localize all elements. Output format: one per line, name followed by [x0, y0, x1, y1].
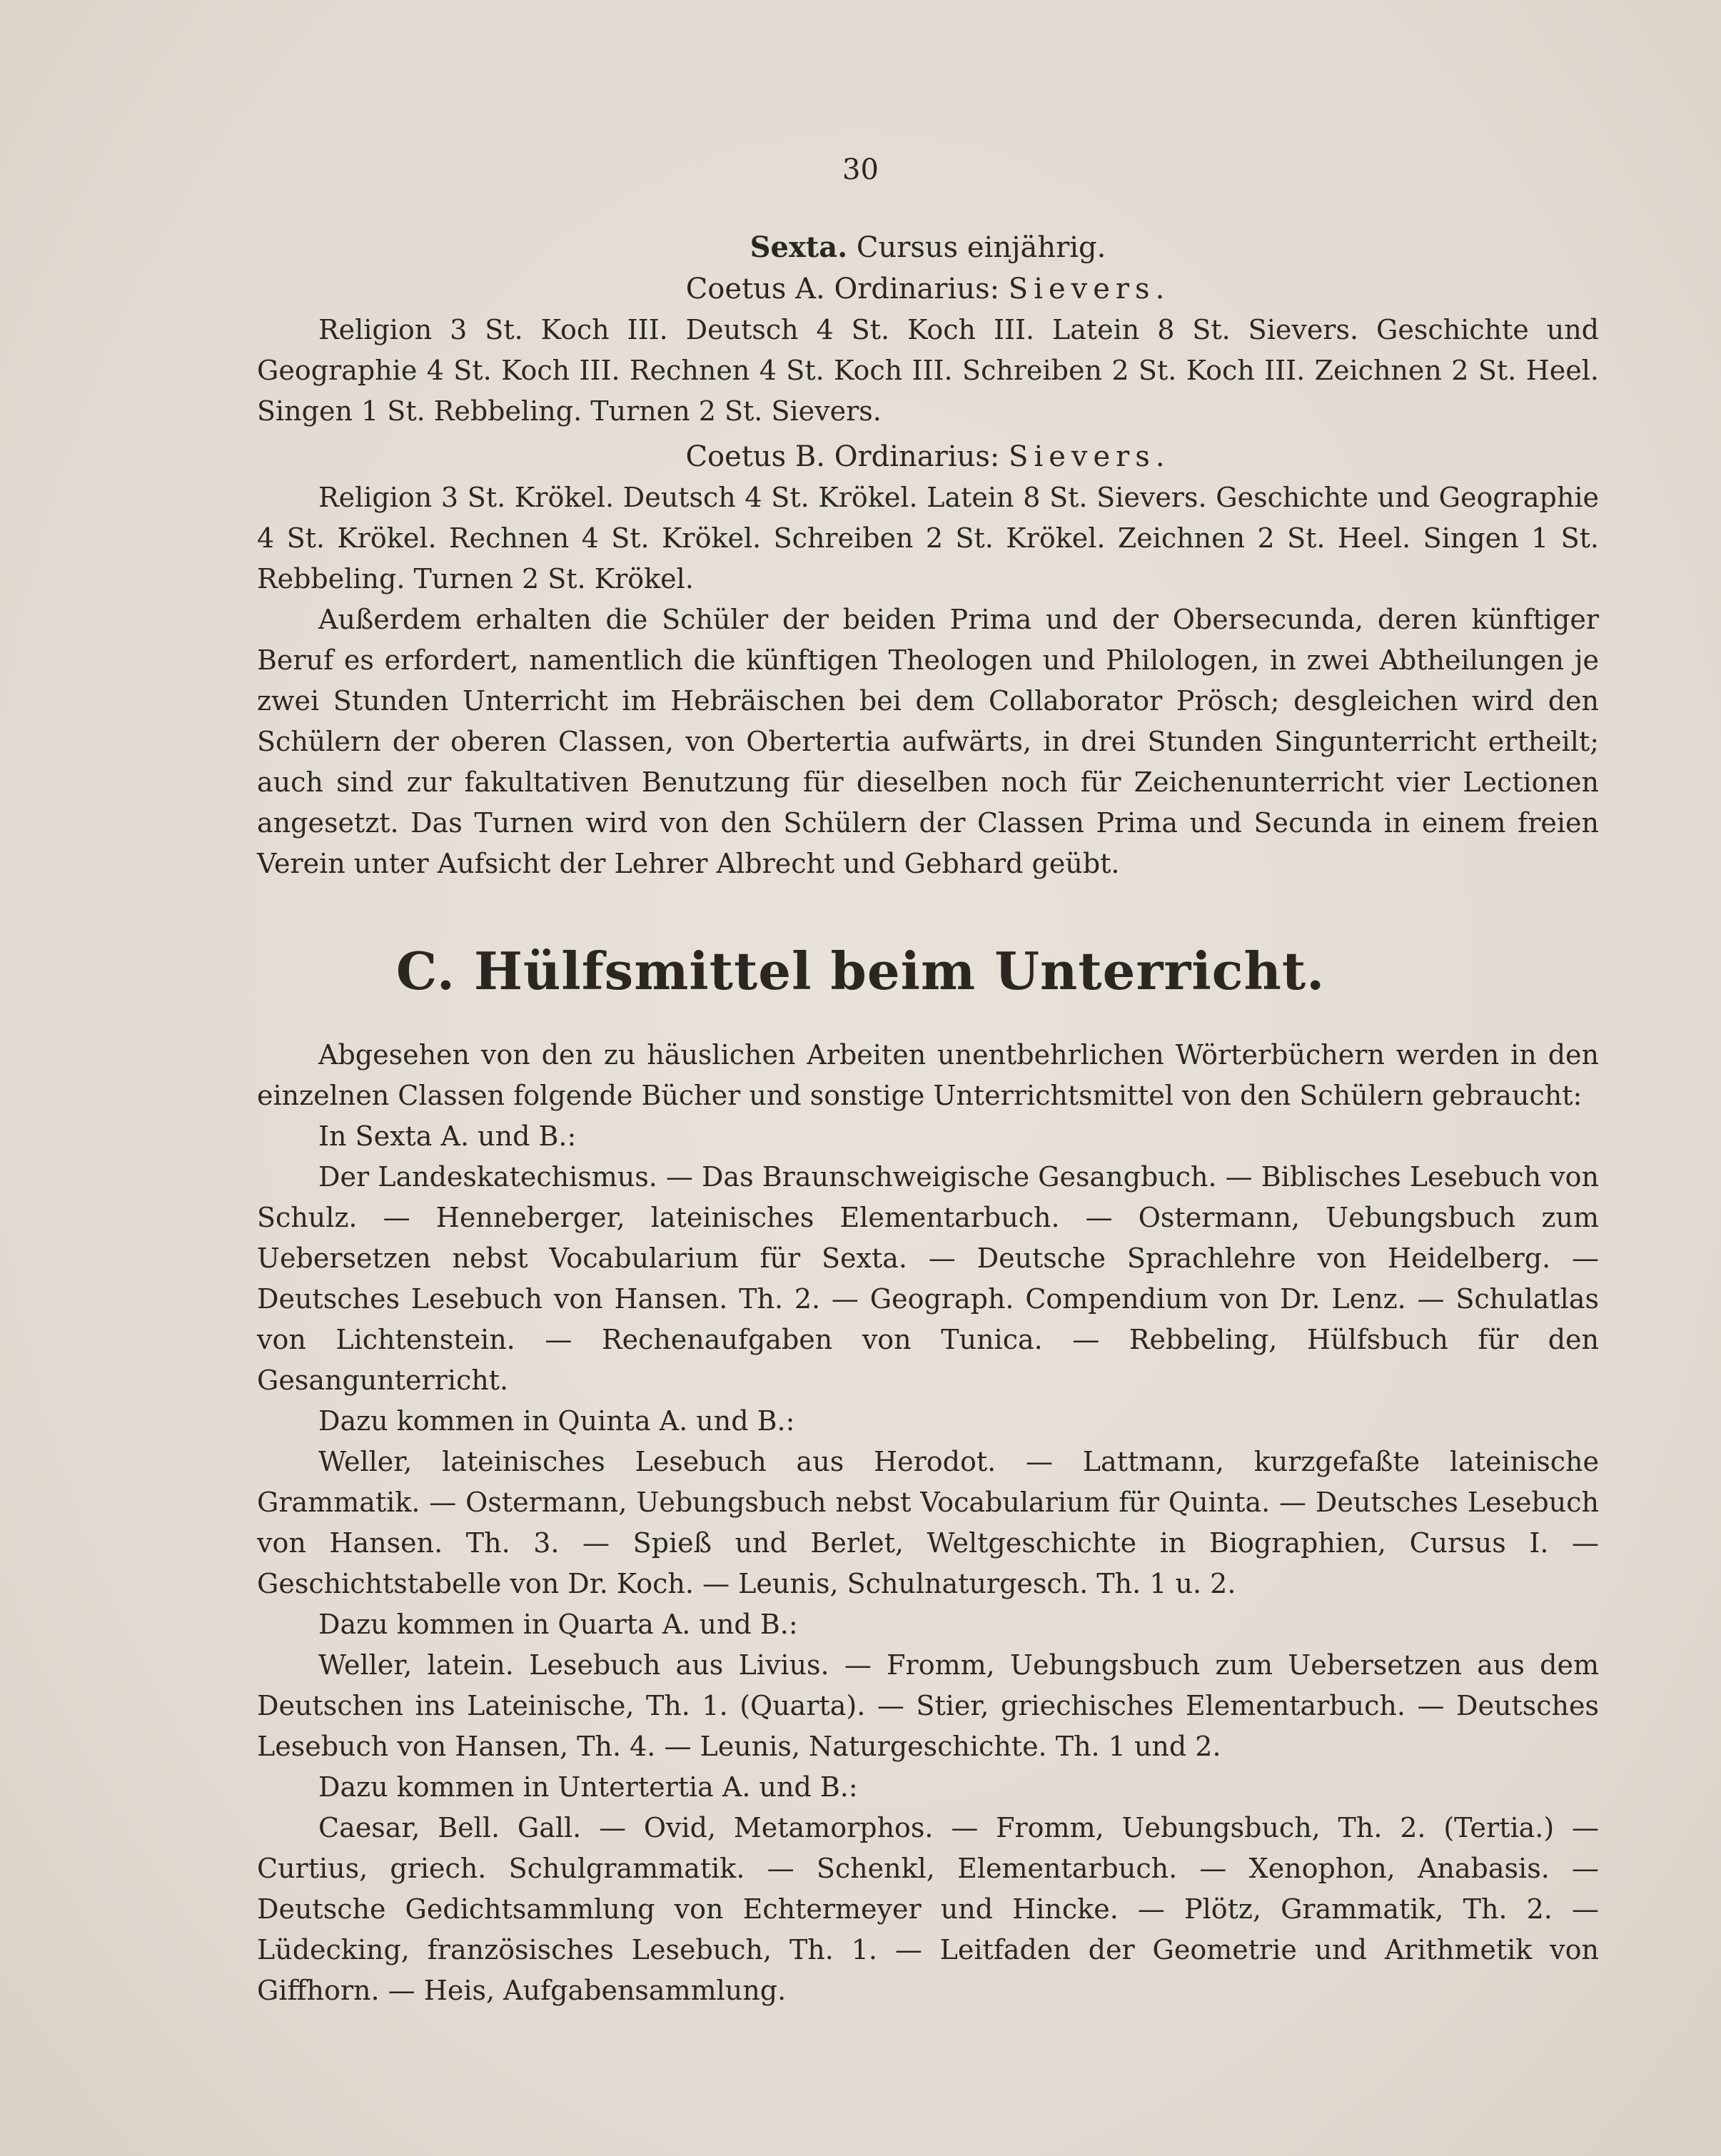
coetus-a-ordinarius-label: Ordinarius:	[834, 273, 1000, 305]
untertertia-books-head: Dazu kommen in Untertertia A. und B.:	[318, 1771, 858, 1803]
coetus-a-heading	[257, 268, 1599, 310]
coetus-a-text: Religion 3 St. Koch III. Deutsch 4 St. Koch III. Latein 8 St. Sievers. Geschichte und Geographie 4 St. Koch III. Rechnen 4 St. Koch III. Schreiben 2 St. Koch III. Zeichnen 2 St. Heel. Singen 1 St. Rebbeling. Turnen 2 St. Sievers.	[257, 314, 1599, 427]
coetus-b-label: Coetus B.	[685, 440, 825, 473]
coetus-b-text: Religion 3 St. Krökel. Deutsch 4 St. Krökel. Latein 8 St. Sievers. Geschichte und Geographie 4 St. Krökel. Rechnen 4 St. Krökel. Schreiben 2 St. Krökel. Zeichnen 2 St. Heel. Singen 1 St. Rebbeling. Turnen 2 St. Krökel.	[257, 482, 1599, 594]
quarta-books-head: Dazu kommen in Quarta A. und B.:	[318, 1609, 798, 1640]
section-c-heading: C. Hülfsmittel beim Unterricht.	[395, 941, 1326, 1001]
quarta-books-text: Weller, latein. Lesebuch aus Livius. — Fromm, Uebungsbuch zum Uebersetzen aus dem Deutschen ins Lateinische, Th. 1. (Quarta). — Stier, griechisches Elementarbuch. — Deutsches Lesebuch von Hansen, Th. 4. — Leunis, Naturgeschichte. Th. 1 und 2.	[257, 1649, 1599, 1762]
coetus-b-heading	[257, 436, 1599, 477]
quinta-books-text: Weller, lateinisches Lesebuch aus Herodot. — Lattmann, kurzgefaßte lateinische Grammatik. — Ostermann, Uebungsbuch nebst Vocabularium für Quinta. — Deutsches Lesebuch von Hansen. Th. 3. — Spieß und Berlet, Weltgeschichte in Biographien, Cursus I. — Geschichtstabelle von Dr. Koch. — Leunis, Schulnaturgesch. Th. 1 u. 2.	[257, 1446, 1599, 1599]
coetus-a-label: Coetus A.	[685, 273, 825, 305]
section-c-body	[257, 1035, 1599, 2011]
sexta-section	[257, 227, 1599, 884]
coetus-a-ordinarius-name: Sievers.	[1008, 273, 1171, 305]
coetus-b-ordinarius-name: Sievers.	[1009, 440, 1171, 473]
sexta-books-text: Der Landeskatechismus. — Das Braunschweigische Gesangbuch. — Biblisches Lesebuch von Schulz. — Henneberger, lateinisches Elementarbuch. — Ostermann, Uebungsbuch zum Uebersetzen nebst Vocabularium für Sexta. — Deutsche Sprachlehre von Heidelberg. — Deutsches Lesebuch von Hansen. Th. 2. — Geograph. Compendium von Dr. Lenz. — Schulatlas von Lichtenstein. — Rechenaufgaben von Tunica. — Rebbeling, Hülfsbuch für den Gesangunterricht.	[257, 1161, 1599, 1396]
sexta-books-head: In Sexta A. und B.:	[318, 1120, 577, 1152]
section-c-intro: Abgesehen von den zu häuslichen Arbeiten unentbehrlichen Wörterbüchern werden in den einzelnen Classen folgende Bücher und sonstige Unterrichtsmittel von den Schülern gebraucht:	[257, 1039, 1599, 1111]
sexta-cursus: Cursus einjährig.	[856, 231, 1106, 264]
sexta-title-line	[257, 227, 1599, 268]
page-number: 30	[842, 153, 879, 186]
ausserdem-paragraph: Außerdem erhalten die Schüler der beiden Prima und der Obersecunda, deren künftiger Beruf es erfordert, namentlich die künftigen Theologen und Philologen, in zwei Abtheilungen je zwei Stunden Unterricht im Hebräischen bei dem Collaborator Prösch; desgleichen wird den Schülern der oberen Classen, von Obertertia aufwärts, in drei Stunden Singunterricht ertheilt; auch sind zur fakultativen Benutzung für dieselben noch für Zeichenunterricht vier Lectionen angesetzt. Das Turnen wird von den Schülern der Classen Prima und Secunda in einem freien Verein unter Aufsicht der Lehrer Albrecht und Gebhard geübt.	[257, 604, 1599, 879]
quinta-books-head: Dazu kommen in Quinta A. und B.:	[318, 1405, 795, 1437]
untertertia-books-text: Caesar, Bell. Gall. — Ovid, Metamorphos. — Fromm, Uebungsbuch, Th. 2. (Tertia.) — Curtius, griech. Schulgrammatik. — Schenkl, Elementarbuch. — Xenophon, Anabasis. — Deutsche Gedichtsammlung von Echtermeyer und Hincke. — Plötz, Grammatik, Th. 2. — Lüdecking, französisches Lesebuch, Th. 1. — Leitfaden der Geometrie und Arithmetik von Giffhorn. — Heis, Aufgabensammlung.	[257, 1812, 1599, 2006]
sexta-title: Sexta.	[750, 231, 848, 264]
coetus-b-ordinarius-label: Ordinarius:	[834, 440, 1000, 473]
